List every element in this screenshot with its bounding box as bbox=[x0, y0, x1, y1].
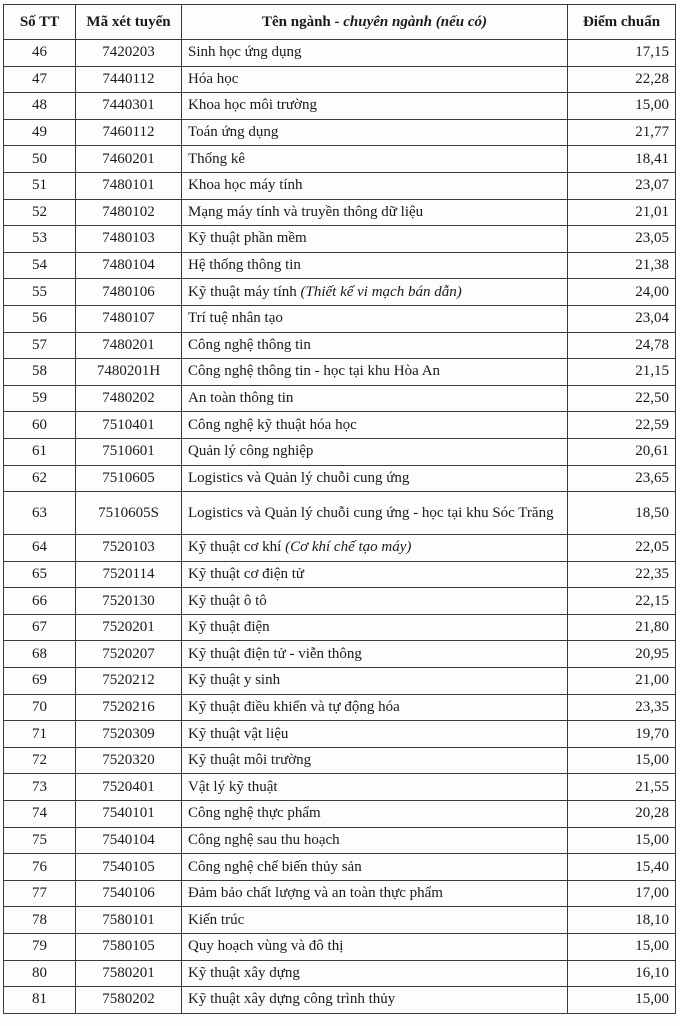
row-score: 15,00 bbox=[568, 93, 676, 120]
row-major bbox=[182, 934, 568, 961]
row-major bbox=[182, 880, 568, 907]
table-row bbox=[4, 987, 676, 1014]
row-stt: 61 bbox=[4, 438, 76, 465]
row-major-name: An toàn thông tin bbox=[188, 390, 294, 407]
row-major-name: Sinh học ứng dụng bbox=[188, 44, 302, 61]
row-major bbox=[182, 252, 568, 279]
row-score: 22,59 bbox=[568, 412, 676, 439]
row-major-name: Công nghệ thông tin bbox=[188, 336, 311, 353]
row-code: 7580105 bbox=[76, 934, 182, 961]
row-stt: 59 bbox=[4, 385, 76, 412]
row-code: 7420203 bbox=[76, 40, 182, 67]
row-major-name: Công nghệ thông tin - học tại khu Hòa An bbox=[188, 363, 441, 380]
table-row bbox=[4, 535, 676, 562]
row-score: 23,07 bbox=[568, 172, 676, 199]
row-stt: 68 bbox=[4, 641, 76, 668]
row-code: 7520103 bbox=[76, 535, 182, 562]
row-score: 21,38 bbox=[568, 252, 676, 279]
row-major-name: Hệ thống thông tin bbox=[188, 257, 301, 274]
admission-score-table bbox=[3, 4, 676, 1014]
row-stt: 76 bbox=[4, 854, 76, 881]
table-row bbox=[4, 40, 676, 67]
row-score: 21,15 bbox=[568, 359, 676, 386]
row-score: 15,00 bbox=[568, 987, 676, 1014]
row-stt: 54 bbox=[4, 252, 76, 279]
row-major bbox=[182, 385, 568, 412]
table-row bbox=[4, 359, 676, 386]
row-major-name: Kỹ thuật máy tính bbox=[188, 283, 301, 300]
row-code: 7440112 bbox=[76, 66, 182, 93]
row-major bbox=[182, 279, 568, 306]
row-code: 7520216 bbox=[76, 694, 182, 721]
row-code: 7520309 bbox=[76, 721, 182, 748]
row-score: 22,28 bbox=[568, 66, 676, 93]
row-stt: 73 bbox=[4, 774, 76, 801]
row-major-name: Kỹ thuật điều khiển và tự động hóa bbox=[188, 698, 400, 715]
row-code: 7520201 bbox=[76, 614, 182, 641]
row-major-name: Kỹ thuật cơ điện tử bbox=[188, 565, 305, 582]
row-major bbox=[182, 774, 568, 801]
row-major-name: Quy hoạch vùng và đô thị bbox=[188, 938, 344, 955]
table-row bbox=[4, 641, 676, 668]
row-major-name: Logistics và Quản lý chuỗi cung ứng bbox=[188, 469, 410, 486]
table-row bbox=[4, 880, 676, 907]
row-score: 16,10 bbox=[568, 960, 676, 987]
row-score: 17,15 bbox=[568, 40, 676, 67]
row-score: 24,78 bbox=[568, 332, 676, 359]
row-major-name: Toán ứng dụng bbox=[188, 124, 279, 141]
row-code: 7440301 bbox=[76, 93, 182, 120]
row-score: 15,00 bbox=[568, 827, 676, 854]
row-code: 7480201 bbox=[76, 332, 182, 359]
row-major bbox=[182, 588, 568, 615]
row-code: 7460201 bbox=[76, 146, 182, 173]
row-stt: 69 bbox=[4, 668, 76, 695]
row-score: 22,50 bbox=[568, 385, 676, 412]
row-code: 7540101 bbox=[76, 801, 182, 828]
row-code: 7480107 bbox=[76, 305, 182, 332]
row-stt: 50 bbox=[4, 146, 76, 173]
table-row bbox=[4, 385, 676, 412]
table-row bbox=[4, 614, 676, 641]
row-stt: 55 bbox=[4, 279, 76, 306]
row-score: 17,00 bbox=[568, 880, 676, 907]
row-major-name: Kỹ thuật xây dựng bbox=[188, 964, 300, 981]
row-score: 15,00 bbox=[568, 934, 676, 961]
row-score: 20,61 bbox=[568, 438, 676, 465]
header-score: Điểm chuẩn bbox=[568, 5, 676, 40]
row-score: 19,70 bbox=[568, 721, 676, 748]
row-major bbox=[182, 747, 568, 774]
row-stt: 70 bbox=[4, 694, 76, 721]
table-row bbox=[4, 332, 676, 359]
row-stt: 56 bbox=[4, 305, 76, 332]
table-row bbox=[4, 561, 676, 588]
row-major bbox=[182, 694, 568, 721]
row-major-name: Kỹ thuật phần mềm bbox=[188, 230, 307, 247]
row-score: 22,05 bbox=[568, 535, 676, 562]
row-major-name: Kiến trúc bbox=[188, 911, 245, 928]
row-stt: 47 bbox=[4, 66, 76, 93]
row-stt: 64 bbox=[4, 535, 76, 562]
row-score: 24,00 bbox=[568, 279, 676, 306]
table-row bbox=[4, 827, 676, 854]
row-stt: 75 bbox=[4, 827, 76, 854]
row-major-name: Khoa học máy tính bbox=[188, 177, 303, 194]
row-stt: 72 bbox=[4, 747, 76, 774]
row-code: 7520207 bbox=[76, 641, 182, 668]
row-major bbox=[182, 146, 568, 173]
row-major-name: Công nghệ thực phẩm bbox=[188, 805, 321, 822]
row-major-name: Kỹ thuật môi trường bbox=[188, 752, 312, 769]
table-header-row bbox=[4, 5, 676, 40]
row-major bbox=[182, 172, 568, 199]
table-row bbox=[4, 907, 676, 934]
row-code: 7520401 bbox=[76, 774, 182, 801]
row-code: 7510401 bbox=[76, 412, 182, 439]
table-row bbox=[4, 774, 676, 801]
row-code: 7520130 bbox=[76, 588, 182, 615]
row-code: 7460112 bbox=[76, 119, 182, 146]
table-row bbox=[4, 960, 676, 987]
row-major-name: Vật lý kỹ thuật bbox=[188, 778, 278, 795]
row-major-name: Đảm bảo chất lượng và an toàn thực phẩm bbox=[188, 885, 443, 902]
table-row bbox=[4, 252, 676, 279]
row-stt: 74 bbox=[4, 801, 76, 828]
row-score: 21,00 bbox=[568, 668, 676, 695]
table-row bbox=[4, 668, 676, 695]
row-stt: 46 bbox=[4, 40, 76, 67]
row-major bbox=[182, 226, 568, 253]
row-major bbox=[182, 199, 568, 226]
row-stt: 66 bbox=[4, 588, 76, 615]
row-code: 7510605 bbox=[76, 465, 182, 492]
header-major bbox=[182, 5, 568, 40]
table-row bbox=[4, 588, 676, 615]
row-major bbox=[182, 827, 568, 854]
row-major bbox=[182, 40, 568, 67]
row-major bbox=[182, 561, 568, 588]
row-stt: 49 bbox=[4, 119, 76, 146]
row-major bbox=[182, 438, 568, 465]
row-major bbox=[182, 641, 568, 668]
row-score: 21,01 bbox=[568, 199, 676, 226]
row-major-note: (Cơ khí chế tạo máy) bbox=[285, 539, 412, 556]
row-major bbox=[182, 801, 568, 828]
row-major bbox=[182, 854, 568, 881]
row-score: 23,35 bbox=[568, 694, 676, 721]
row-major-name: Quản lý công nghiệp bbox=[188, 443, 314, 460]
row-score: 23,65 bbox=[568, 465, 676, 492]
table-row bbox=[4, 172, 676, 199]
row-code: 7580202 bbox=[76, 987, 182, 1014]
row-stt: 48 bbox=[4, 93, 76, 120]
row-stt: 52 bbox=[4, 199, 76, 226]
row-major-name: Khoa học môi trường bbox=[188, 97, 317, 114]
row-code: 7540106 bbox=[76, 880, 182, 907]
row-major-name: Kỹ thuật y sinh bbox=[188, 672, 281, 689]
row-major bbox=[182, 721, 568, 748]
row-code: 7580101 bbox=[76, 907, 182, 934]
table-row bbox=[4, 721, 676, 748]
row-major bbox=[182, 119, 568, 146]
table-row bbox=[4, 226, 676, 253]
row-code: 7480104 bbox=[76, 252, 182, 279]
header-code: Mã xét tuyển bbox=[76, 5, 182, 40]
row-code: 7480101 bbox=[76, 172, 182, 199]
row-major-name: Hóa học bbox=[188, 70, 239, 87]
row-score: 20,28 bbox=[568, 801, 676, 828]
header-stt: Số TT bbox=[4, 5, 76, 40]
row-stt: 78 bbox=[4, 907, 76, 934]
header-major-main: Tên ngành - bbox=[261, 13, 344, 30]
row-major bbox=[182, 668, 568, 695]
row-score: 23,04 bbox=[568, 305, 676, 332]
table-row bbox=[4, 119, 676, 146]
table-body bbox=[4, 40, 676, 1014]
row-major-name: Kỹ thuật điện bbox=[188, 619, 270, 636]
row-major-name: Logistics và Quản lý chuỗi cung ứng - học tại khu Sóc Trăng bbox=[188, 504, 554, 521]
row-stt: 60 bbox=[4, 412, 76, 439]
row-score: 18,10 bbox=[568, 907, 676, 934]
row-major-name: Công nghệ chế biến thủy sản bbox=[188, 858, 362, 875]
table-row bbox=[4, 465, 676, 492]
row-major bbox=[182, 907, 568, 934]
row-score: 22,35 bbox=[568, 561, 676, 588]
row-code: 7480202 bbox=[76, 385, 182, 412]
header-major-italic: chuyên ngành (nếu có) bbox=[343, 13, 488, 30]
row-major-name: Kỹ thuật cơ khí bbox=[188, 539, 286, 556]
row-major-name: Kỹ thuật điện tử - viễn thông bbox=[188, 645, 362, 662]
row-major-name: Kỹ thuật xây dựng công trình thủy bbox=[188, 991, 396, 1008]
row-score: 21,55 bbox=[568, 774, 676, 801]
row-score: 22,15 bbox=[568, 588, 676, 615]
row-stt: 51 bbox=[4, 172, 76, 199]
row-major-name: Công nghệ sau thu hoạch bbox=[188, 831, 340, 848]
row-code: 7580201 bbox=[76, 960, 182, 987]
table-row bbox=[4, 747, 676, 774]
row-stt: 71 bbox=[4, 721, 76, 748]
table-row bbox=[4, 146, 676, 173]
row-stt: 77 bbox=[4, 880, 76, 907]
row-score: 15,00 bbox=[568, 747, 676, 774]
row-major-name: Mạng máy tính và truyền thông dữ liệu bbox=[188, 203, 424, 220]
row-major bbox=[182, 305, 568, 332]
row-code: 7480201H bbox=[76, 359, 182, 386]
row-major bbox=[182, 412, 568, 439]
row-code: 7520320 bbox=[76, 747, 182, 774]
table-row bbox=[4, 934, 676, 961]
row-stt: 67 bbox=[4, 614, 76, 641]
table-row bbox=[4, 66, 676, 93]
row-major-name: Kỹ thuật ô tô bbox=[188, 592, 267, 609]
row-major bbox=[182, 960, 568, 987]
row-stt: 63 bbox=[4, 492, 76, 535]
row-code: 7510601 bbox=[76, 438, 182, 465]
row-major bbox=[182, 535, 568, 562]
row-code: 7540104 bbox=[76, 827, 182, 854]
row-major bbox=[182, 332, 568, 359]
table-row bbox=[4, 305, 676, 332]
table-row bbox=[4, 854, 676, 881]
row-stt: 79 bbox=[4, 934, 76, 961]
table-row bbox=[4, 412, 676, 439]
row-major-name: Kỹ thuật vật liệu bbox=[188, 725, 289, 742]
row-stt: 65 bbox=[4, 561, 76, 588]
table-row bbox=[4, 801, 676, 828]
row-code: 7520114 bbox=[76, 561, 182, 588]
row-stt: 53 bbox=[4, 226, 76, 253]
row-score: 18,50 bbox=[568, 492, 676, 535]
row-score: 20,95 bbox=[568, 641, 676, 668]
row-stt: 80 bbox=[4, 960, 76, 987]
table-row bbox=[4, 694, 676, 721]
row-stt: 81 bbox=[4, 987, 76, 1014]
row-major-name: Công nghệ kỹ thuật hóa học bbox=[188, 416, 357, 433]
row-code: 7480106 bbox=[76, 279, 182, 306]
row-stt: 58 bbox=[4, 359, 76, 386]
table-row bbox=[4, 279, 676, 306]
row-major bbox=[182, 987, 568, 1014]
row-major-name: Trí tuệ nhân tạo bbox=[188, 310, 283, 327]
row-score: 15,40 bbox=[568, 854, 676, 881]
row-major-name: Thống kê bbox=[188, 150, 246, 167]
table-row bbox=[4, 199, 676, 226]
row-major bbox=[182, 492, 568, 535]
row-major bbox=[182, 66, 568, 93]
row-code: 7480102 bbox=[76, 199, 182, 226]
row-code: 7540105 bbox=[76, 854, 182, 881]
row-score: 21,77 bbox=[568, 119, 676, 146]
row-major bbox=[182, 359, 568, 386]
row-score: 18,41 bbox=[568, 146, 676, 173]
row-code: 7520212 bbox=[76, 668, 182, 695]
row-major-note: (Thiết kế vi mạch bán dẫn) bbox=[300, 283, 462, 300]
table-row bbox=[4, 93, 676, 120]
row-major bbox=[182, 93, 568, 120]
row-major bbox=[182, 465, 568, 492]
row-score: 23,05 bbox=[568, 226, 676, 253]
row-stt: 57 bbox=[4, 332, 76, 359]
table-row bbox=[4, 492, 676, 535]
table-row bbox=[4, 438, 676, 465]
row-major bbox=[182, 614, 568, 641]
row-stt: 62 bbox=[4, 465, 76, 492]
row-score: 21,80 bbox=[568, 614, 676, 641]
row-code: 7480103 bbox=[76, 226, 182, 253]
row-code: 7510605S bbox=[76, 492, 182, 535]
